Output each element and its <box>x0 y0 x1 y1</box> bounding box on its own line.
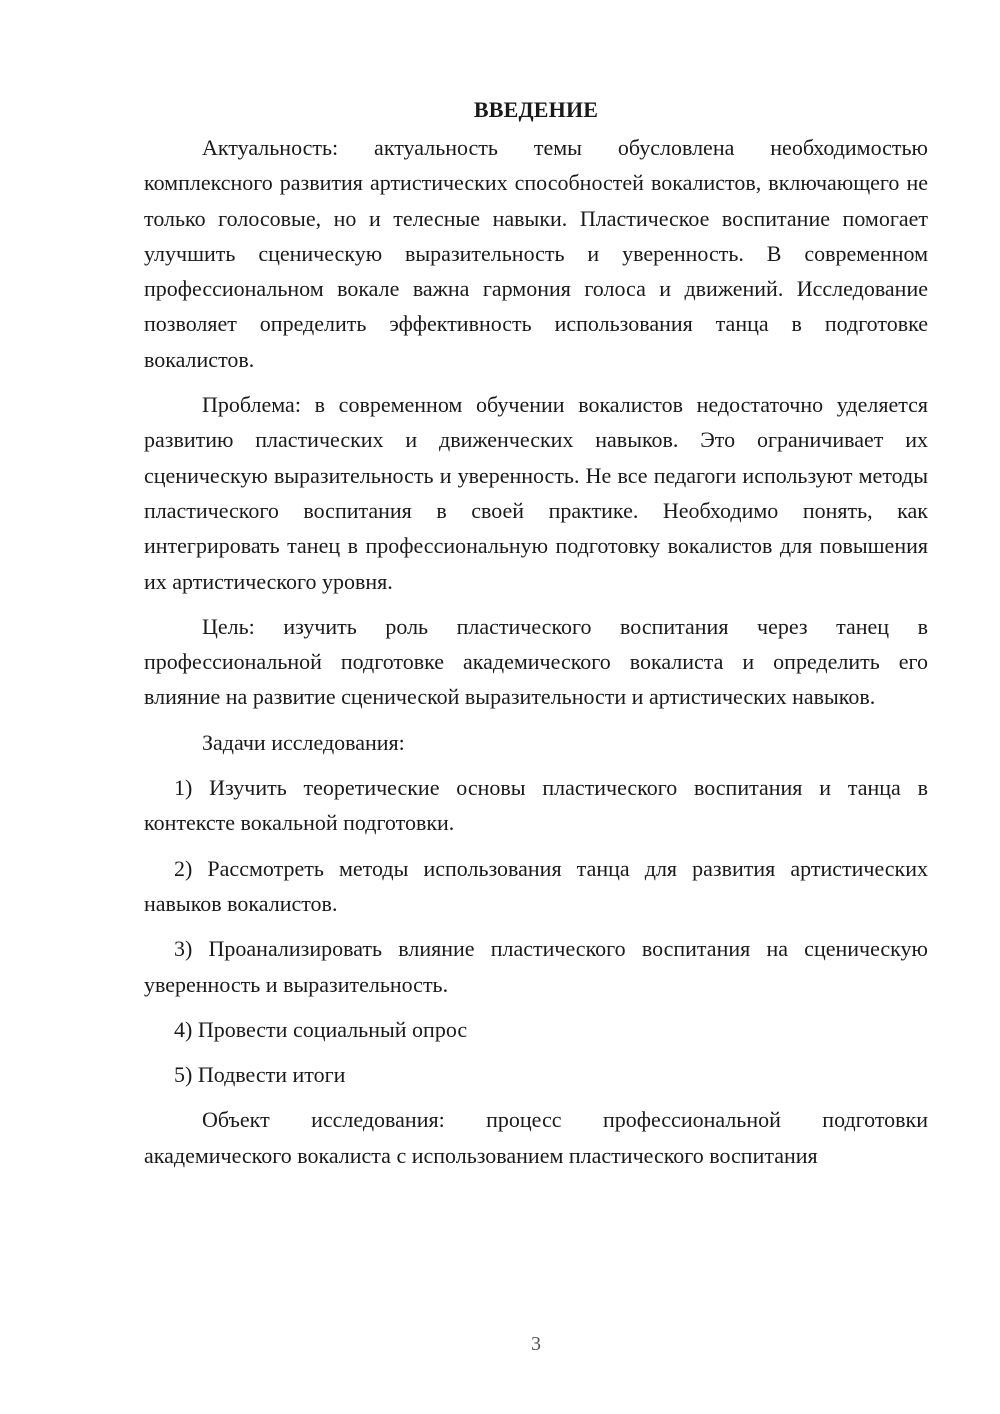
tasks-intro: Задачи исследования: <box>202 729 405 755</box>
goal-paragraph: Цель: изучить роль пластического воспитания через танец в профессиональной подготовке академического вокалиста и определить его влияние на развитие сценической выразительности и артистических навыков. <box>144 613 928 710</box>
problem-paragraph: Проблема: в современном обучении вокалистов недостаточно уделяется развитию пластических и движенческих навыков. Это ограничивает их сценическую выразительность и уверенность. Не все педагоги используют методы пластического воспитания в своей практике. Необходимо понять, как интегрировать танец в профессиональную подготовку вокалистов для повышения их артистического уровня. <box>144 392 928 594</box>
object-paragraph: Объект исследования: процесс профессиональной подготовки академического вокалиста с использованием пластического воспитания <box>144 1107 928 1168</box>
relevance-paragraph: Актуальность: актуальность темы обусловлена необходимостью комплексного развития артистических способностей вокалистов, включающего не только голосовые, но и телесные навыки. Пластическое воспитание помогает улучшить сценическую выразительность и уверенность. В современном профессиональном вокале важна гармония голоса и движений. Исследование позволяет определить эффективность использования танца в подготовке вокалистов. <box>144 135 928 372</box>
page-number: 3 <box>531 1333 541 1355</box>
task-item-2: 2) Рассмотреть методы использования танца для развития артистических навыков вокалистов. <box>144 855 928 916</box>
task-item-3: 3) Проанализировать влияние пластического воспитания на сценическую уверенность и выразительность. <box>144 936 928 997</box>
document-page <box>144 92 928 1173</box>
task-item-4: 4) Провести социальный опрос <box>174 1016 468 1042</box>
task-item-5: 5) Подвести итоги <box>174 1062 346 1088</box>
task-item-1: 1) Изучить теоретические основы пластического воспитания и танца в контексте вокальной подготовки. <box>144 775 928 836</box>
section-heading: ВВЕДЕНИЕ <box>473 97 599 122</box>
